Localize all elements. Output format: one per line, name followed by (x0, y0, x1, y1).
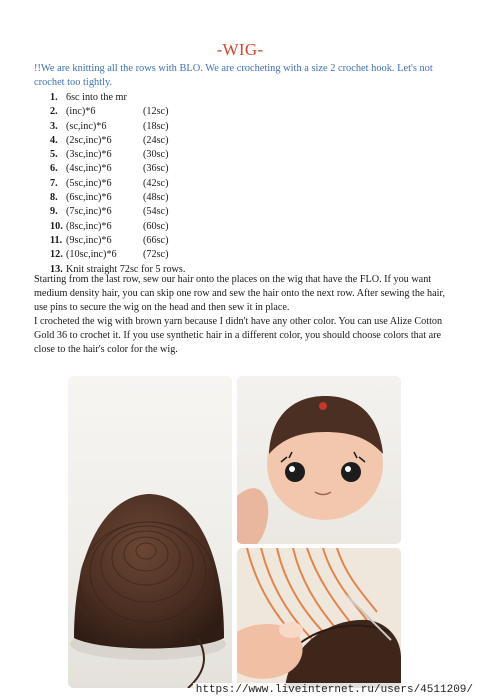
pattern-row (50, 248, 450, 262)
pattern-row (50, 91, 450, 105)
row-stitch: (5sc,inc)*6 (66, 177, 112, 189)
pattern-row (50, 162, 450, 176)
row-stitch: (4sc,inc)*6 (66, 163, 112, 175)
source-url[interactable]: https://www.liveinternet.ru/users/4511209/ (193, 683, 476, 697)
row-number: 12. (50, 249, 63, 261)
paragraph-sewing: Starting from the last row, sew our hair onto the places on the wig that have the FLO. If you want medium density hair, you can skip one row and sew the hair onto the next row. After sewing the hair, use pins to secure the wig on the head and then sew it in place. (34, 274, 446, 313)
row-stitch: (2sc,inc)*6 (66, 134, 112, 146)
row-count: (36sc) (143, 163, 169, 175)
row-stitch: (9sc,inc)*6 (66, 234, 112, 246)
photo-doll-head (237, 376, 401, 544)
pattern-rows (50, 91, 450, 277)
pattern-row (50, 177, 450, 191)
photo-sewing-hair (237, 548, 401, 688)
pattern-row (50, 191, 450, 205)
row-count: (30sc) (143, 149, 169, 161)
paragraph-yarn: I crocheted the wig with brown yarn because I didn't have any other color. You can use Alize Cotton Gold 36 to crochet it. If you use synthetic hair in a different color, you should choose colors that are close to the hair's color for the wig. (34, 316, 443, 355)
row-stitch: 6sc into the mr (66, 92, 127, 103)
row-number: 2. (50, 106, 58, 118)
row-count: (24sc) (143, 134, 169, 146)
row-count: (12sc) (143, 106, 169, 118)
row-stitch: (inc)*6 (66, 106, 96, 118)
row-number: 7. (50, 177, 58, 189)
row-count: (60sc) (143, 220, 169, 232)
page-title: -WIG- (216, 40, 264, 59)
row-stitch: (8sc,inc)*6 (66, 220, 112, 232)
row-count: (66sc) (143, 234, 169, 246)
row-stitch: (7sc,inc)*6 (66, 206, 112, 218)
row-count: (42sc) (143, 177, 169, 189)
pattern-row (50, 205, 450, 219)
row-count: (72sc) (143, 249, 169, 261)
row-count: (54sc) (143, 206, 169, 218)
row-number: 11. (50, 234, 63, 246)
row-stitch: (10sc,inc)*6 (66, 249, 117, 261)
pattern-row (50, 105, 450, 119)
photo-wig-dome (68, 376, 232, 688)
row-number: 8. (50, 192, 58, 204)
instruction-note: !!We are knitting all the rows with BLO. We are crocheting with a size 2 crochet hook. Let's not crochet too tightly. (34, 63, 433, 88)
row-number: 10. (50, 220, 63, 232)
pattern-row (50, 134, 450, 148)
row-number: 9. (50, 206, 58, 218)
pattern-row (50, 234, 450, 248)
row-number: 6. (50, 163, 58, 175)
row-stitch: (3sc,inc)*6 (66, 149, 112, 161)
row-number: 5. (50, 149, 58, 161)
row-stitch: (sc,inc)*6 (66, 120, 107, 132)
row-count: (18sc) (143, 120, 169, 132)
row-stitch: Knit straight 72sc for 5 rows. (66, 263, 186, 275)
row-stitch: (6sc,inc)*6 (66, 192, 112, 204)
row-count: (48sc) (143, 192, 169, 204)
row-number: 4. (50, 134, 58, 146)
row-number: 13. (50, 263, 63, 275)
row-number: 3. (50, 120, 58, 132)
pattern-row (50, 120, 450, 134)
pattern-row (50, 220, 450, 234)
row-number: 1. (50, 92, 58, 103)
pattern-row (50, 148, 450, 162)
